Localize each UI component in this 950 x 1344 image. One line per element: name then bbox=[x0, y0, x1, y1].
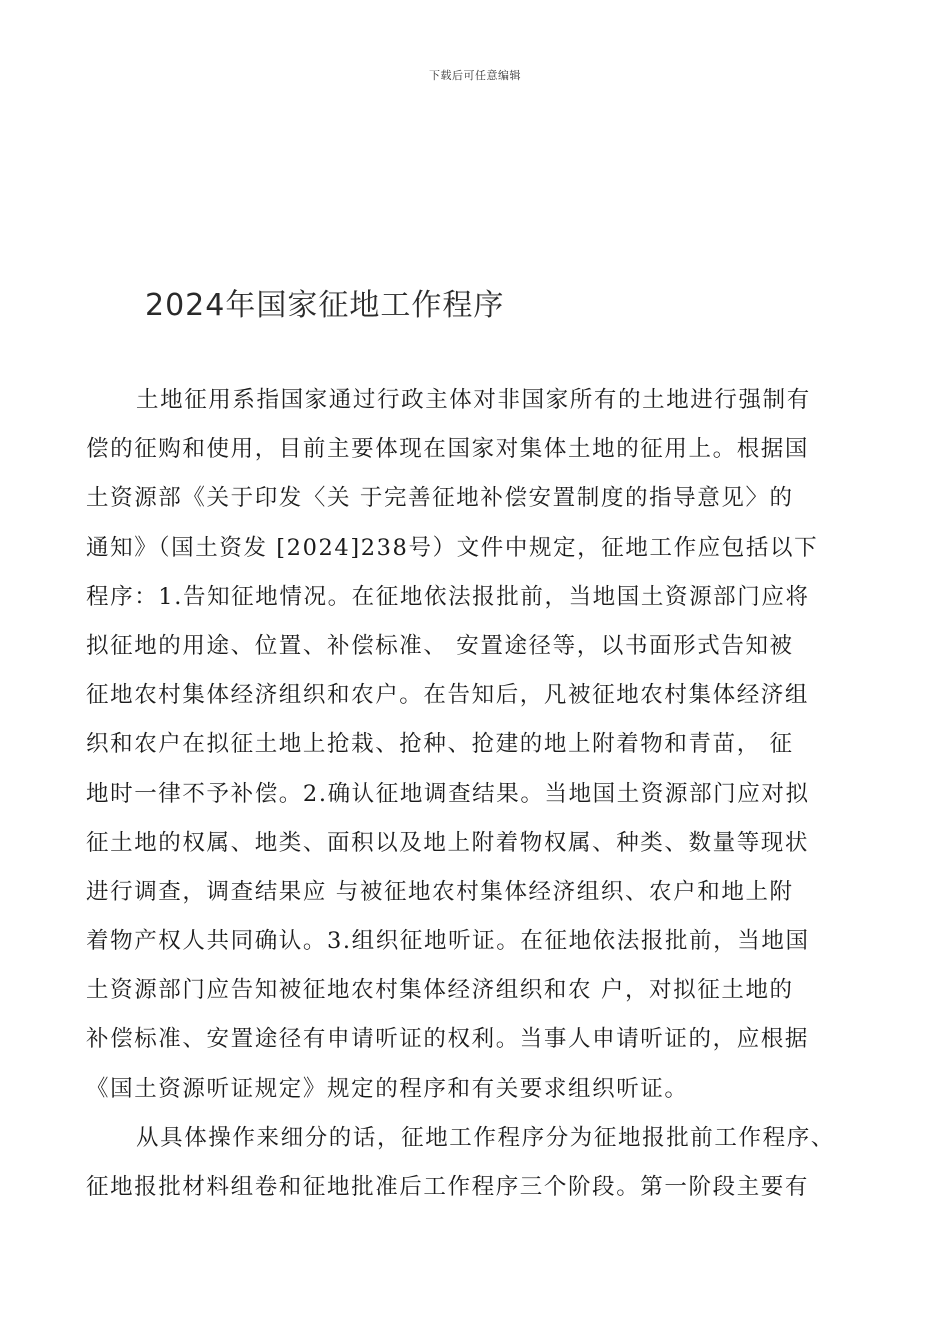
text-line: 从具体操作来细分的话，征地工作程序分为征地报批前工作程序、 bbox=[136, 1124, 835, 1151]
text-line: 通知》（国土资发 [2024]238号）文件中规定，征地工作应包括以下 bbox=[86, 534, 819, 561]
text-line: 着物产权人共同确认。3.组织征地听证。在征地依法报批前，当地国 bbox=[86, 928, 810, 955]
paragraph-1 bbox=[86, 376, 876, 1114]
paragraph-2 bbox=[86, 1114, 876, 1212]
text-line: 土资源部《关于印发〈关 于完善征地补偿安置制度的指导意见〉的 bbox=[86, 485, 794, 512]
text-line: 地时一律不予补偿。2.确认征地调查结果。当地国土资源部门应对拟 bbox=[86, 780, 810, 807]
text-line: 土资源部门应告知被征地农村集体经济组织和农 户，对拟征土地的 bbox=[86, 977, 794, 1004]
text-line: 进行调查，调查结果应 与被征地农村集体经济组织、农户和地上附 bbox=[86, 878, 794, 905]
text-line: 征地报批材料组卷和征地批准后工作程序三个阶段。第一阶段主要有 bbox=[86, 1174, 810, 1200]
document-title: 2024年国家征地工作程序 bbox=[145, 288, 505, 323]
text-line: 程序：1.告知征地情况。在征地依法报批前，当地国土资源部门应将 bbox=[86, 583, 810, 610]
text-line: 征土地的权属、地类、面积以及地上附着物权属、种类、数量等现状 bbox=[86, 829, 810, 856]
text-line: 征地农村集体经济组织和农户。在告知后，凡被征地农村集体经济组 bbox=[86, 682, 810, 709]
text-line: 偿的征购和使用，目前主要体现在国家对集体土地的征用上。根据国 bbox=[86, 436, 810, 463]
text-line: 《国土资源听证规定》规定的程序和有关要求组织听证。 bbox=[86, 1075, 689, 1102]
text-line: 土地征用系指国家通过行政主体对非国家所有的土地进行强制有 bbox=[136, 387, 811, 413]
document-body bbox=[86, 376, 876, 1212]
header-note: 下载后可任意编辑 bbox=[429, 69, 521, 82]
text-line: 补偿标准、安置途径有申请听证的权利。当事人申请听证的，应根据 bbox=[86, 1026, 810, 1053]
text-line: 拟征地的用途、位置、补偿标准、 安置途径等，以书面形式告知被 bbox=[86, 632, 794, 659]
text-line: 织和农户在拟征土地上抢栽、抢种、抢建的地上附着物和青苗， 征 bbox=[86, 731, 794, 758]
